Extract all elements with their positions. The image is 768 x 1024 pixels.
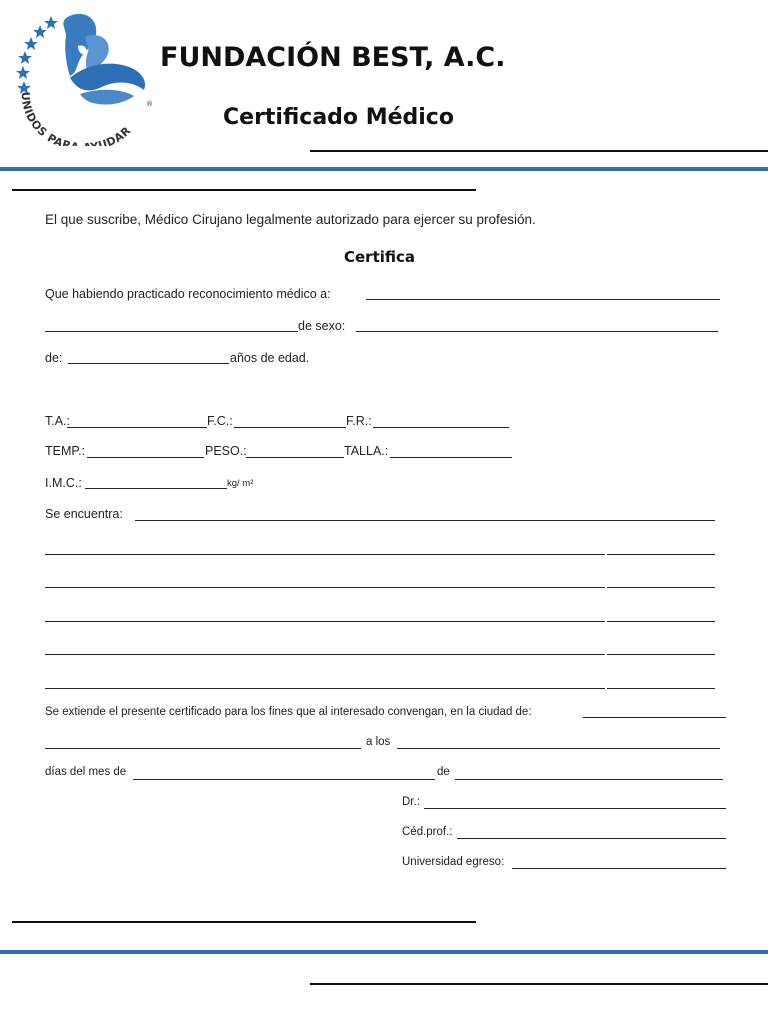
imc-label: I.M.C.: bbox=[45, 476, 82, 490]
extends-text: Se extiende el presente certificado para los fines que al interesado convengan, en la ciudad de: bbox=[45, 706, 532, 718]
condition-line-3[interactable] bbox=[45, 621, 605, 622]
a-los-label: a los bbox=[366, 736, 391, 748]
license-label: Céd.prof.: bbox=[402, 826, 453, 838]
condition-label: Se encuentra: bbox=[45, 507, 123, 521]
header-rule-left bbox=[12, 189, 476, 191]
temp-label: TEMP.: bbox=[45, 444, 86, 458]
university-field[interactable] bbox=[512, 868, 726, 869]
age-field[interactable] bbox=[68, 363, 229, 364]
header-blue-band bbox=[0, 167, 768, 171]
peso-field[interactable] bbox=[246, 457, 344, 458]
condition-field[interactable] bbox=[135, 520, 715, 521]
condition-line-5[interactable] bbox=[45, 688, 605, 689]
condition-line-4[interactable] bbox=[45, 654, 605, 655]
license-field[interactable] bbox=[457, 838, 726, 839]
condition-line-4b[interactable] bbox=[607, 654, 715, 655]
patient-name-field[interactable] bbox=[366, 299, 720, 300]
month-field[interactable] bbox=[133, 779, 435, 780]
condition-line-2b[interactable] bbox=[607, 587, 715, 588]
month-label: días del mes de bbox=[45, 766, 127, 778]
city-field-2[interactable] bbox=[45, 748, 361, 749]
stars-icon bbox=[16, 16, 58, 94]
certifica-heading: Certifica bbox=[344, 248, 416, 266]
age-label: años de edad. bbox=[230, 351, 310, 365]
temp-field[interactable] bbox=[87, 457, 204, 458]
year-field[interactable] bbox=[455, 779, 723, 780]
doctor-label: Dr.: bbox=[402, 796, 420, 808]
imc-field[interactable] bbox=[85, 488, 227, 489]
sex-label: de sexo: bbox=[298, 319, 346, 333]
fc-label: F.C.: bbox=[207, 414, 233, 428]
condition-line-5b[interactable] bbox=[607, 688, 715, 689]
university-label: Universidad egreso: bbox=[402, 856, 505, 868]
condition-line-3b[interactable] bbox=[607, 621, 715, 622]
year-de-label: de bbox=[437, 766, 450, 778]
footer-blue-band bbox=[0, 950, 768, 954]
sex-field[interactable] bbox=[356, 331, 718, 332]
ta-label: T.A.: bbox=[45, 414, 71, 428]
header-rule-right bbox=[310, 150, 768, 152]
intro-text: El que suscribe, Médico Cirujano legalmente autorizado para ejercer su profesión. bbox=[45, 212, 536, 227]
condition-line-1[interactable] bbox=[45, 554, 605, 555]
peso-label: PESO.: bbox=[205, 444, 247, 458]
fc-field[interactable] bbox=[234, 427, 346, 428]
patient-name-field-2[interactable] bbox=[45, 331, 298, 332]
doctor-field[interactable] bbox=[424, 808, 726, 809]
footer-rule-left bbox=[12, 921, 476, 923]
talla-label: TALLA.: bbox=[344, 444, 389, 458]
svg-text:UNIDOS PARA AYUDAR: UNIDOS PAR UDAR bbox=[18, 91, 134, 146]
condition-line-2[interactable] bbox=[45, 587, 605, 588]
talla-field[interactable] bbox=[390, 457, 512, 458]
city-field[interactable] bbox=[583, 717, 726, 718]
imc-unit: kg/ m² bbox=[227, 478, 254, 489]
logo bbox=[8, 6, 158, 146]
de-label: de: bbox=[45, 351, 63, 365]
ta-field[interactable] bbox=[67, 427, 207, 428]
day-field[interactable] bbox=[397, 748, 720, 749]
condition-line-1b[interactable] bbox=[607, 554, 715, 555]
fr-field[interactable] bbox=[373, 427, 509, 428]
fr-label: F.R.: bbox=[346, 414, 372, 428]
document-title: Certificado Médico bbox=[223, 105, 454, 130]
svg-text:®: ® bbox=[146, 100, 153, 108]
footer-rule-right bbox=[310, 983, 768, 985]
organization-name: FUNDACIÓN BEST, A.C. bbox=[160, 42, 506, 73]
recognition-label: Que habiendo practicado reconocimiento médico a: bbox=[45, 287, 331, 301]
foundation-logo-icon bbox=[8, 6, 158, 146]
